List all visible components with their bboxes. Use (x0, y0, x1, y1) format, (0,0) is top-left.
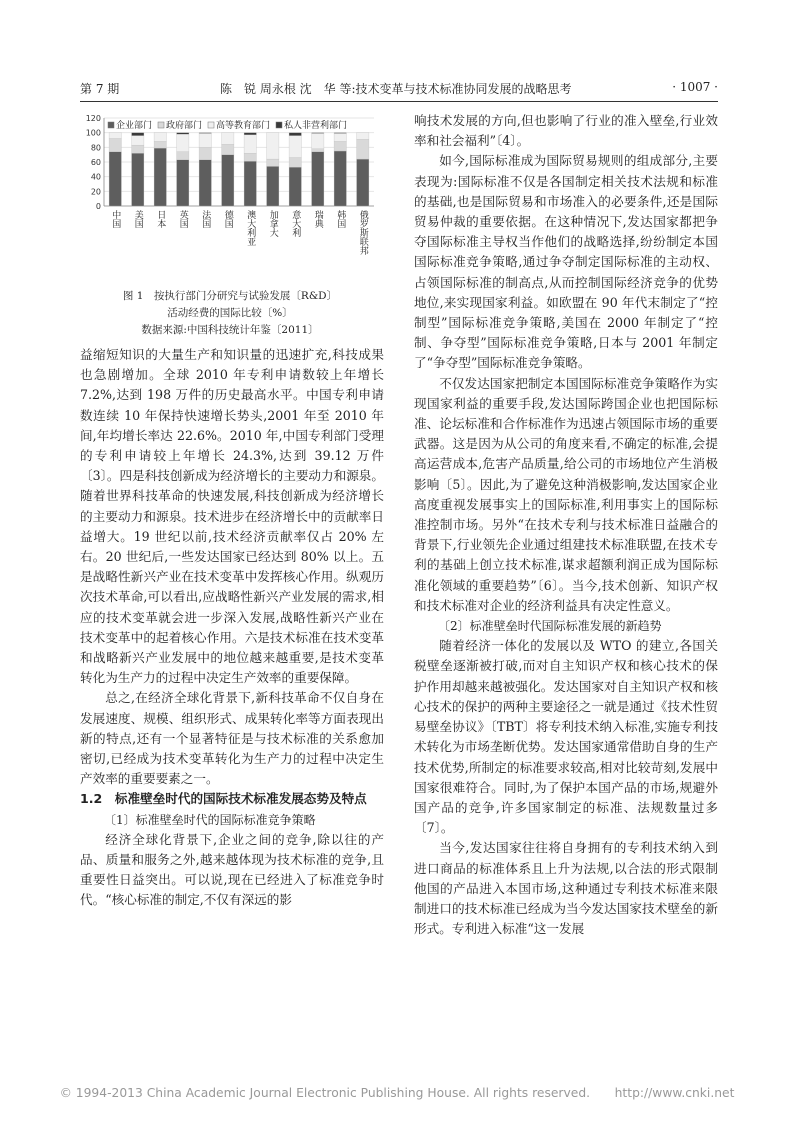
bar-segment (334, 133, 346, 134)
bar-segment (312, 133, 324, 148)
paragraph: 当今,发达国家往往将自身拥有的专利技术纳入到进口商品的标准体系且上升为法规,以合法的形式限制他国的产品进入本国市场,这种通过专利技术标准来限制进口的技术标准已经成为当今发达国家技术壁垒的新形式。专利进入标准“这一发展 (414, 840, 718, 937)
legend-swatch (108, 122, 114, 128)
x-tick-label: 英国 (177, 210, 188, 228)
bar-segment (132, 153, 144, 206)
bar-segment (177, 134, 189, 152)
header-rule (80, 101, 718, 102)
running-title: 陈 锐 周永根 沈 华 等:技术变革与技术标准协同发展的战略思考 (220, 82, 572, 96)
bar-segment (199, 133, 211, 134)
bar-segment (199, 133, 211, 147)
bar-segment (289, 133, 301, 136)
figure-caption-line1: 图 1 按执行部门分研究与试验发展〔R&D〕 (122, 290, 338, 302)
bar-segment (334, 133, 346, 141)
paragraph: 不仅发达国家把制定本国国际标准竞争策略作为实现国家利益的重要手段,发达国际跨国企业也把国际标准、论坛标准和合作标准作为迅速占领国际市场的重要武器。这是因为从公司的角度来看,不确定的标准,会提高运营成本,危害产品质量,给公司的市场地位产生消极影响〔5〕。因此,为了避免这种消极影响,发达国家企业高度重视发展事实上的国际标准,利用事实上的国际标准控制市场。另外“在技术专利与技术标准日益融合的背景下,行业领先企业通过组建技术标准联盟,在技术专利的基础上创立技术标准,谋求超额利润正成为国际标准化领域的重要趋势”〔6〕。当今,技术创新、知识产权和技术标准对企业的经济利益具有决定性意义。 (414, 375, 718, 613)
issue-number: 第 7 期 (80, 82, 120, 96)
legend-swatch (276, 122, 282, 128)
paragraph: 益缩短知识的大量生产和知识量的迅速扩充,科技成果也急剧增加。全球 2010 年专利申请数较上年增长 7.2%,达到 198 万件的历史最高水平。中国专利申请数连续 10 年保持快速增长势头,2001 年至 2010 年间,年均增长率达 22.6%。2010 年,中国专利部门受理的专利申请较上年增长 24.3%,达到 39.12 万件〔3〕。四是科技创新成为经济增长的主要动力和源泉。随着世界科技革命的快速发展,科技创新成为经济增长的主要动力和源泉。技术进步在经济增长中的贡献率日益增大。19 世纪以前,技术经济贡献率仅占 20% 左右。20 世纪后,一些发达国家已经达到 80% 以上。五是战略性新兴产业在技术变革中发挥核心作用。纵观历次技术革命,可以看出,应战略性新兴产业发展的需求,相应的技术变革就会进一步深入发展,战略性新兴产业在技术变革中的起着核心作用。六是技术标准在技术变革和战略新兴产业发展中的地位越来越重要,是技术变革转化为生产力的过程中决定生产效率的重要保障。 (80, 347, 384, 686)
bar-segment (132, 136, 144, 146)
bar-segment (177, 160, 189, 206)
paragraph: 如今,国际标准成为国际贸易规则的组成部分,主要表现为:国际标准不仅是各国制定相关技术法规和标准的基础,也是国际贸易和市场准入的必要条件,还是国际贸易仲裁的重要依据。在这种情况下,发达国家都把争夺国际标准主导权当作他们的战略选择,纷纷制定本国国际标准竞争策略,通过争夺制定国际标准的主动权、占领国际标准的制高点,从而控制国际经济竞争的优势地位,来实现国家利益。如欧盟在 90 年代末制定了“控制型”国际标准竞争策略,美国在 2000 年制定了“控制、争夺型”国际标准竞争策略,日本与 2001 年制定了“争夺型”国际标准竞争策略。 (414, 153, 718, 371)
bar-segment (334, 151, 346, 206)
y-tick-label: 80 (90, 143, 101, 153)
copyright-footer: © 1994-2013 China Academic Journal Electronic Publishing House. All rights reserved. http://www.cnki.net (59, 1086, 735, 1100)
bar-segment (177, 133, 189, 134)
bar-segment (244, 161, 256, 206)
bar-segment (312, 133, 324, 134)
bar-segment (244, 153, 256, 161)
bar-segment (109, 133, 121, 139)
bar-segment (132, 145, 144, 153)
figure-source: 数据来源:中国科技统计年鉴〔2011〕 (141, 324, 319, 336)
y-tick-label: 120 (85, 114, 101, 123)
y-tick-label: 0 (95, 202, 101, 211)
bar-segment (244, 133, 256, 135)
x-tick-label: 意大利 (290, 210, 301, 237)
bar-segment (267, 133, 279, 159)
legend-label: 政府部门 (166, 121, 203, 131)
bar-segment (199, 160, 211, 206)
bar-segment (222, 144, 234, 154)
left-column (80, 345, 384, 911)
x-tick-label: 俄罗斯联邦 (357, 210, 368, 255)
x-tick-label: 日本 (155, 210, 166, 228)
figure-caption-line2: 活动经费的国际比较〔%〕 (167, 307, 293, 319)
x-tick-label: 加拿大 (267, 210, 278, 237)
bar-segment (267, 159, 279, 166)
paragraph: 随着经济一体化的发展以及 WTO 的建立,各国关税壁垒逐渐被打破,而对自主知识产权和核心技术的保护作用却越来越被强化。发达国家对自主知识产权和核心技术的保护的两种主要途径之一就是通过《技术性贸易壁垒协议》〔TBT〕将专利技术纳入标准,实施专利技术转化为市场垄断优势。发达国家通常借助自身的生产技术优势,所制定的标准要求较高,相对比较苛刻,发展中国家很难符合。同时,为了保护本国产品的市场,规避外国产品的竞争,许多国家制定的标准、法规数量过多〔7〕。 (414, 638, 718, 836)
bar-segment (289, 136, 301, 158)
x-tick-label: 德国 (222, 210, 233, 228)
legend-label: 企业部门 (116, 121, 153, 131)
section-heading: 1.2 标准壁垒时代的国际技术标准发展态势及特点 (80, 791, 367, 807)
bar-segment (289, 158, 301, 168)
bar-segment (109, 152, 121, 206)
bar-segment (132, 133, 144, 136)
y-tick-label: 20 (90, 187, 101, 197)
page-number: · 1007 · (672, 80, 718, 94)
bar-segment (222, 133, 234, 145)
subsection-heading: 〔1〕标准壁垒时代的国际标准竞争策略 (104, 812, 316, 827)
bar-segment (199, 147, 211, 159)
y-tick-label: 60 (90, 158, 101, 167)
bar-segment (109, 139, 121, 152)
right-column (414, 111, 718, 939)
bar-segment (177, 152, 189, 160)
bar-segment (222, 155, 234, 206)
x-tick-label: 韩国 (335, 210, 346, 228)
paragraph: 总之,在经济全球化背景下,新科技革命不仅自身在发展速度、规模、组织形式、成果转化率等方面表现出新的特点,还有一个显著特征是与技术标准的关系愈加密切,已经成为技术变革转化为生产力的过程中决定生产效率的重要要素之一。 (80, 690, 384, 787)
y-tick-label: 100 (85, 128, 101, 138)
bar-segment (154, 133, 166, 142)
x-tick-label: 瑞典 (312, 210, 323, 228)
y-tick-label: 40 (90, 172, 101, 182)
bar-segment (267, 166, 279, 206)
legend-swatch (208, 122, 214, 128)
x-tick-label: 法国 (200, 210, 211, 228)
bar-segment (312, 152, 324, 206)
subsection-heading: 〔2〕标准壁垒时代国际标准发展的新趋势 (438, 619, 662, 634)
legend-label: 高等教育部门 (216, 121, 271, 131)
bar-segment (244, 135, 256, 153)
x-tick-label: 美国 (132, 210, 143, 228)
bar-segment (289, 167, 301, 206)
bar-segment (312, 149, 324, 152)
bar-segment (154, 148, 166, 206)
legend-label: 私人非营利部门 (284, 121, 348, 131)
figure-caption (80, 288, 380, 339)
paragraph: 经济全球化背景下,企业之间的竞争,除以往的产品、质量和服务之外,越来越体现为技术标准的竞争,且重要性日益突出。可以说,现在已经进入了标准竞争时代。“核心标准的制定,不仅有深远的影 (80, 831, 384, 908)
bar-segment (357, 159, 369, 206)
bar-segment (154, 141, 166, 148)
paragraph: 响技术发展的方向,但也影响了行业的准入壁垒,行业效率和社会福利”〔4〕。 (414, 113, 718, 149)
legend-swatch (158, 122, 164, 128)
x-tick-label: 澳大利亚 (245, 210, 256, 246)
bar-segment (357, 139, 369, 159)
running-header (80, 80, 718, 100)
bar-segment (357, 133, 369, 140)
x-tick-label: 中国 (110, 210, 121, 228)
rd-funding-chart (82, 108, 380, 278)
bar-segment (334, 141, 346, 151)
